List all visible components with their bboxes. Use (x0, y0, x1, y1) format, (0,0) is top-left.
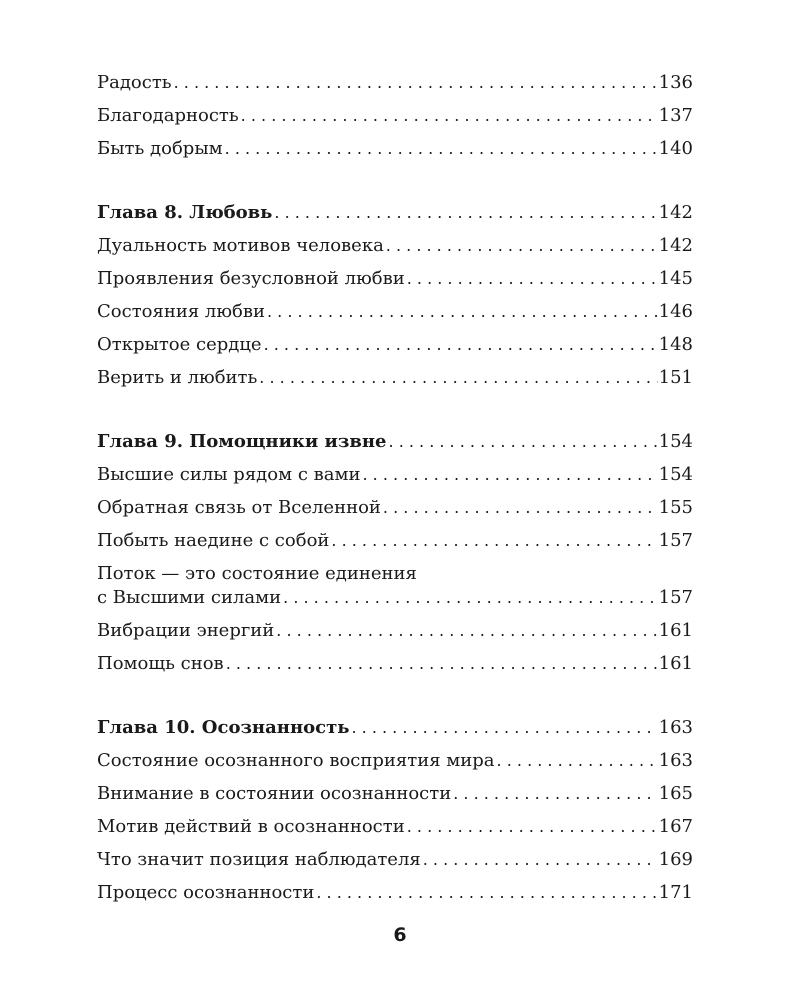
toc-entry-line2 (97, 586, 693, 610)
toc-entry-title: Внимание в состоянии осознанности (97, 783, 452, 804)
toc-leader-dots (283, 586, 658, 610)
toc-entry-title: Высшие силы рядом с вами (97, 464, 361, 485)
toc-entry (97, 744, 693, 777)
toc-leader-dots (316, 876, 657, 909)
toc-leader-dots (389, 425, 658, 458)
toc-entry-page: 161 (658, 620, 693, 641)
table-of-contents (97, 66, 693, 909)
toc-chapter-title: Глава 10. Осознанность (97, 717, 350, 738)
toc-entry-page: 146 (658, 301, 693, 322)
toc-leader-dots (331, 524, 657, 557)
toc-entry-page: 155 (658, 497, 693, 518)
toc-leader-dots (453, 777, 657, 810)
toc-entry-page: 154 (658, 431, 693, 452)
toc-entry (97, 361, 693, 394)
toc-entry-page: 157 (658, 530, 693, 551)
toc-entry-page: 163 (658, 717, 693, 738)
toc-leader-dots (383, 491, 658, 524)
section-gap (97, 680, 693, 711)
toc-entry-title: Верить и любить (97, 367, 258, 388)
toc-entry-title: Вибрации энергий (97, 620, 275, 641)
toc-leader-dots (226, 647, 658, 680)
toc-entry-title: Дуальность мотивов человека (97, 235, 384, 256)
section-gap (97, 394, 693, 425)
toc-entry-title: Состояния любви (97, 301, 265, 322)
toc-leader-dots (497, 744, 658, 777)
toc-entry-title: Процесс осознанности (97, 882, 315, 903)
toc-leader-dots (363, 458, 658, 491)
toc-entry (97, 66, 693, 99)
toc-chapter-title: Глава 9. Помощники извне (97, 431, 387, 452)
toc-entry-page: 142 (658, 202, 693, 223)
toc-entry (97, 328, 693, 361)
toc-entry (97, 295, 693, 328)
toc-entry (97, 132, 693, 165)
toc-entry-page: 165 (658, 783, 693, 804)
toc-leader-dots (351, 711, 657, 744)
toc-leader-dots (267, 295, 658, 328)
toc-leader-dots (241, 99, 658, 132)
toc-entry-title: Открытое сердце (97, 334, 262, 355)
toc-entry-page: 136 (658, 72, 693, 93)
toc-entry-title: Что значит позиция наблюдателя (97, 849, 421, 870)
toc-entry (97, 614, 693, 647)
section-gap (97, 165, 693, 196)
toc-entry-page: 169 (658, 849, 693, 870)
toc-entry-title: Состояние осознанного восприятия мира (97, 750, 495, 771)
toc-leader-dots (274, 196, 657, 229)
toc-entry-title: Благодарность (97, 105, 239, 126)
toc-entry-title: Обратная связь от Вселенной (97, 497, 381, 518)
toc-entry-title: Проявления безусловной любви (97, 268, 405, 289)
toc-entry (97, 647, 693, 680)
toc-entry (97, 491, 693, 524)
toc-entry-title-line2: с Высшими силами (97, 587, 282, 608)
toc-entry-title: Помощь снов (97, 653, 224, 674)
toc-entry-title-line1: Поток — это состояние единения (97, 563, 417, 584)
toc-entry (97, 876, 693, 909)
toc-entry-page: 140 (658, 138, 693, 159)
toc-entry (97, 229, 693, 262)
toc-entry (97, 99, 693, 132)
toc-leader-dots (259, 361, 657, 394)
toc-leader-dots (423, 843, 658, 876)
toc-entry-multiline (97, 557, 693, 614)
toc-entry (97, 843, 693, 876)
toc-entry-page: 163 (658, 750, 693, 771)
toc-entry-title: Побыть наедине с собой (97, 530, 330, 551)
toc-entry-page: 142 (658, 235, 693, 256)
toc-entry-page: 167 (658, 816, 693, 837)
toc-entry-page: 171 (658, 882, 693, 903)
toc-leader-dots (407, 810, 658, 843)
toc-entry-page: 137 (658, 105, 693, 126)
toc-entry-page: 161 (658, 653, 693, 674)
toc-leader-dots (174, 66, 658, 99)
toc-entry (97, 524, 693, 557)
toc-chapter-entry (97, 196, 693, 229)
toc-entry-title: Мотив действий в осознанности (97, 816, 405, 837)
toc-entry (97, 458, 693, 491)
toc-entry (97, 262, 693, 295)
toc-entry-title: Быть добрым (97, 138, 223, 159)
page-number: 6 (393, 924, 407, 946)
toc-leader-dots (276, 614, 657, 647)
toc-chapter-entry (97, 425, 693, 458)
toc-entry (97, 777, 693, 810)
toc-entry-page: 148 (658, 334, 693, 355)
toc-leader-dots (386, 229, 658, 262)
toc-chapter-title: Глава 8. Любовь (97, 202, 273, 223)
toc-leader-dots (264, 328, 658, 361)
toc-entry (97, 810, 693, 843)
toc-entry-page: 157 (658, 587, 693, 608)
toc-chapter-entry (97, 711, 693, 744)
toc-entry-page: 154 (658, 464, 693, 485)
toc-entry-page: 151 (658, 367, 693, 388)
toc-leader-dots (407, 262, 658, 295)
toc-leader-dots (225, 132, 658, 165)
toc-entry-title: Радость (97, 72, 172, 93)
toc-entry-page: 145 (658, 268, 693, 289)
